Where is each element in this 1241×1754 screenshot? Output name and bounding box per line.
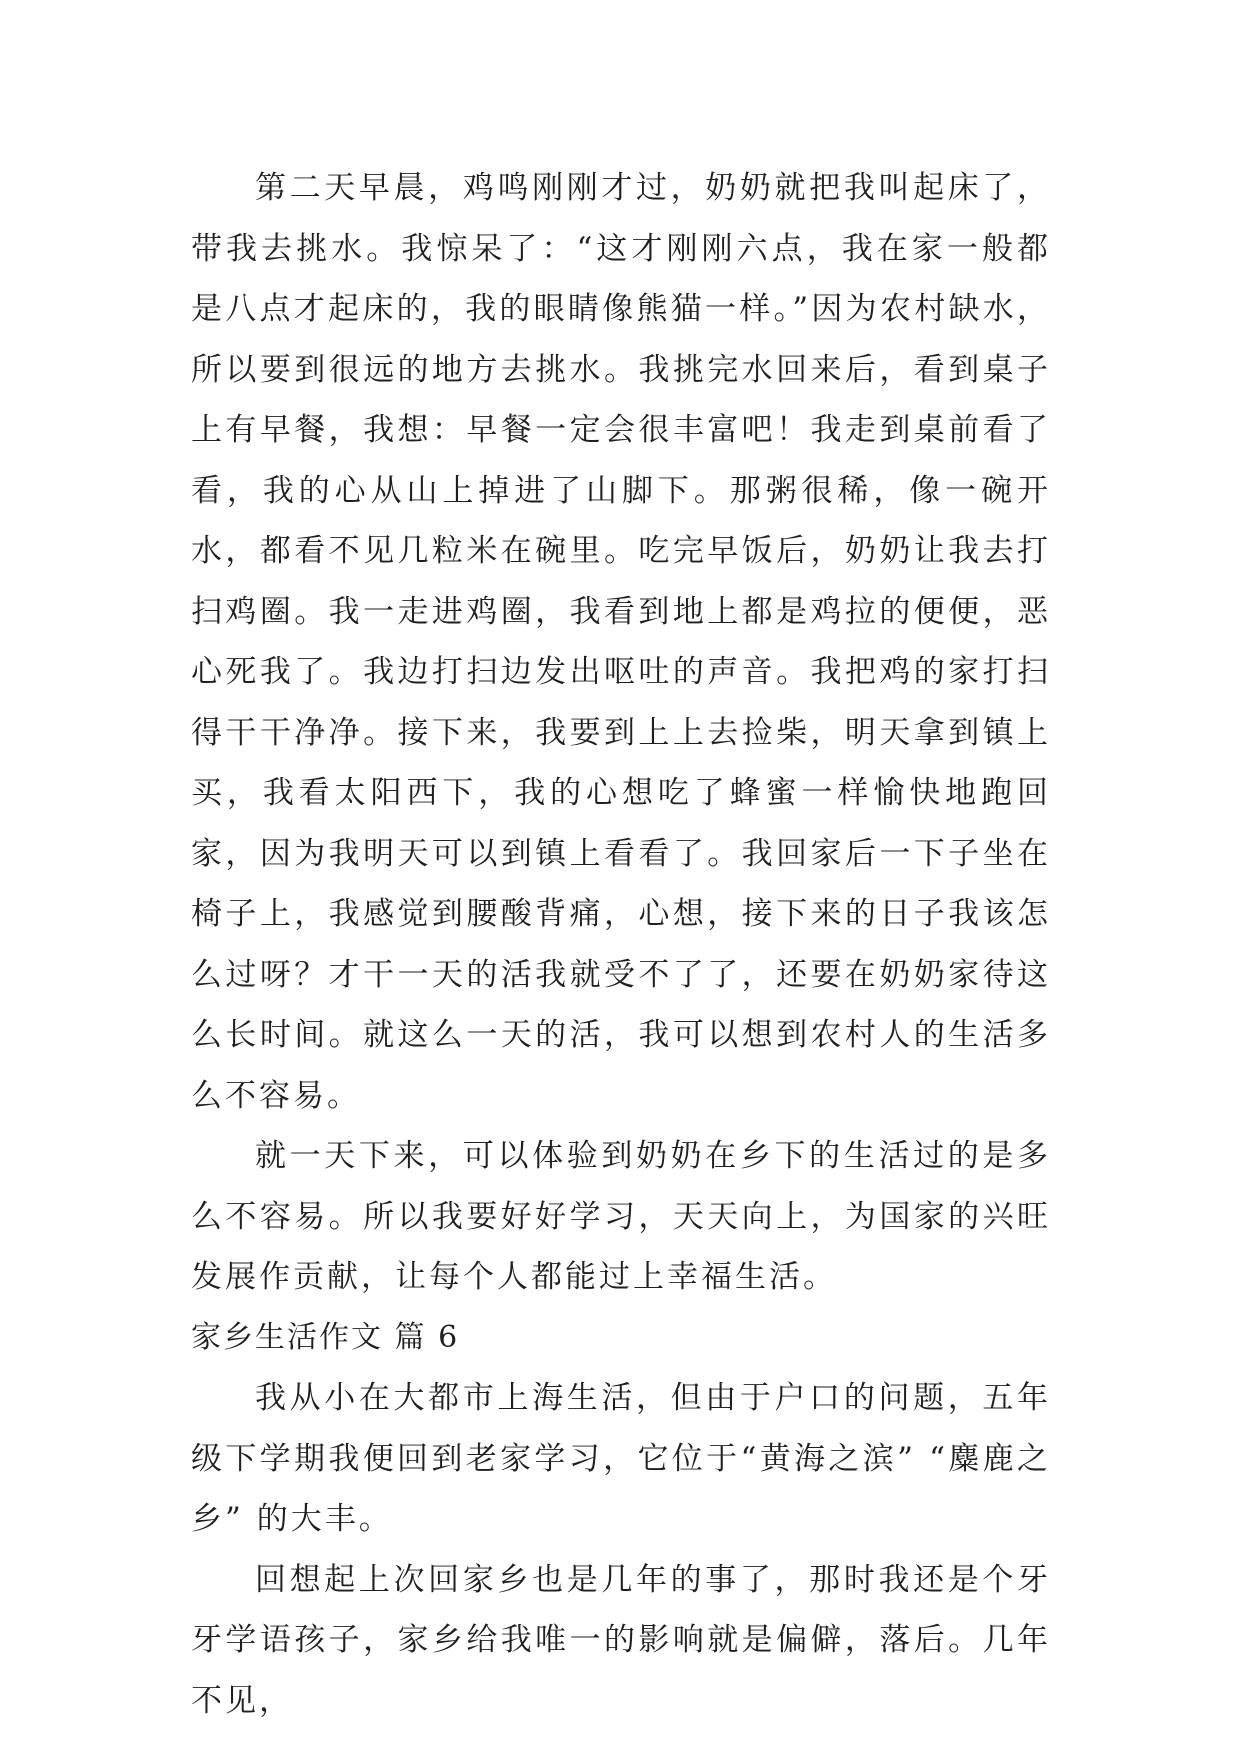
document-body <box>191 158 1051 1731</box>
paragraph: 就一天下来，可以体验到奶奶在乡下的生活过的是多么不容易。所以我要好好学习，天天向上，为国家的兴旺发展作贡献，让每个人都能过上幸福生活。 <box>191 1138 1051 1295</box>
section-heading: 家乡生活作文 篇 6 <box>191 1319 460 1355</box>
paragraph: 我从小在大都市上海生活，但由于户口的问题，五年级下学期我便回到老家学习，它位于“黄海之滨” “麋鹿之乡” 的大丰。 <box>191 1380 1051 1537</box>
paragraph: 第二天早晨，鸡鸣刚刚才过，奶奶就把我叫起床了，带我去挑水。我惊呆了：“这才刚刚六点，我在家一般都是八点才起床的，我的眼睛像熊猫一样。”因为农村缺水，所以要到很远的地方去挑水。我挑完水回来后，看到桌子上有早餐，我想：早餐一定会很丰富吧！我走到桌前看了看，我的心从山上掉进了山脚下。那粥很稀，像一碗开水，都看不见几粒米在碗里。吃完早饭后，奶奶让我去打扫鸡圈。我一走进鸡圈，我看到地上都是鸡拉的便便，恶心死我了。我边打扫边发出呕吐的声音。我把鸡的家打扫得干干净净。接下来，我要到上上去捡柴，明天拿到镇上买，我看太阳西下，我的心想吃了蜂蜜一样愉快地跑回家，因为我明天可以到镇上看看了。我回家后一下子坐在椅子上，我感觉到腰酸背痛，心想，接下来的日子我该怎么过呀？才干一天的活我就受不了了，还要在奶奶家待这么长时间。就这么一天的活，我可以想到农村人的生活多么不容易。 <box>191 170 1051 1114</box>
paragraph: 回想起上次回家乡也是几年的事了，那时我还是个牙牙学语孩子，家乡给我唯一的影响就是偏僻，落后。几年不见， <box>191 1561 1051 1719</box>
